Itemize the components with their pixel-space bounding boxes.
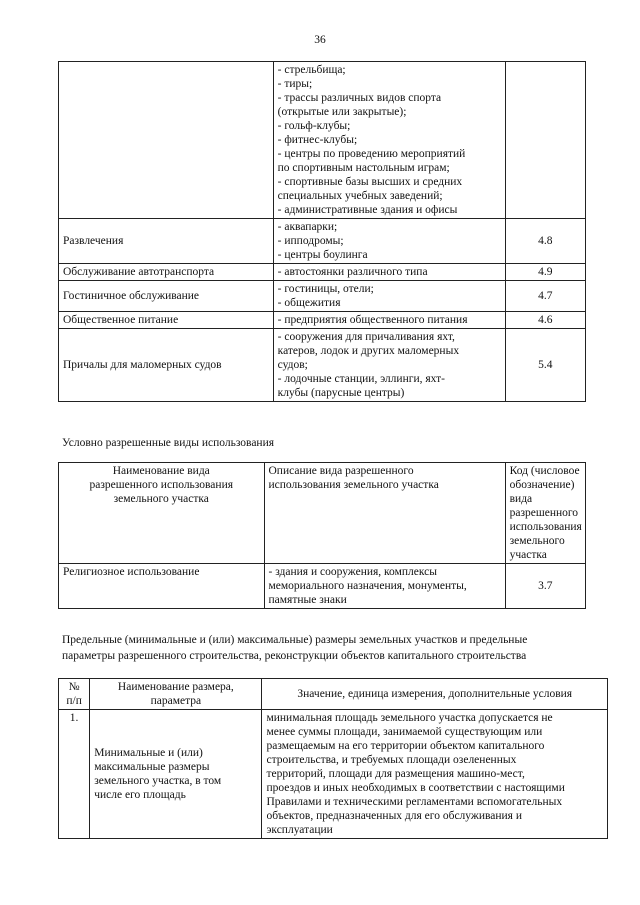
- header-line: разрешенного: [509, 507, 579, 519]
- header-line: использования земельного участка: [268, 479, 439, 491]
- value-line: эксплуатации: [266, 824, 333, 836]
- limits-table: [58, 678, 608, 839]
- use-type-description: [273, 329, 505, 402]
- row-parameter: [90, 710, 262, 839]
- description-line: - спортивные базы высших и средних: [277, 176, 463, 188]
- header-cell-number: [59, 679, 90, 710]
- use-type-description: [273, 281, 505, 312]
- header-line: участка: [509, 549, 547, 561]
- description-line: по спортивным настольным играм;: [277, 162, 450, 174]
- row-value: [262, 710, 608, 839]
- value-line: объектов, предназначенных для его обслуживания и: [266, 810, 522, 822]
- description-line: клубы (парусные центры): [277, 387, 405, 399]
- description-line: (открытые или закрытые);: [277, 106, 407, 118]
- description-line: памятные знаки: [268, 594, 347, 606]
- page-number: 36: [314, 34, 326, 46]
- description-line: - фитнес-клубы;: [277, 134, 358, 146]
- value-line: проездов и иных необходимых в соответствии с настоящими: [266, 782, 565, 794]
- parameter-line: максимальные размеры: [94, 761, 210, 773]
- description-line: - аквапарки;: [277, 221, 338, 233]
- table-row: [59, 281, 586, 312]
- row-number: 1.: [59, 710, 90, 839]
- use-type-code: 4.8: [505, 219, 585, 264]
- use-type-name: Причалы для маломерных судов: [59, 329, 274, 402]
- header-cell-description: [264, 463, 505, 564]
- value-line: территорий, площади для размещения машино-мест,: [266, 768, 525, 780]
- description-line: - сооружения для причаливания яхт,: [277, 331, 455, 343]
- value-line: минимальная площадь земельного участка допускается не: [266, 712, 553, 724]
- description-line: - трассы различных видов спорта: [277, 92, 442, 104]
- use-type-name: [59, 62, 274, 219]
- description-line: - общежития: [277, 297, 341, 309]
- row-name: Религиозное использование: [59, 564, 265, 609]
- description-line: - ипподромы;: [277, 235, 344, 247]
- parameter-line: земельного участка, в том: [94, 775, 222, 787]
- table-row: [59, 219, 586, 264]
- use-type-code: 4.9: [505, 264, 585, 281]
- conditional-uses-heading: Условно разрешенные виды использования: [62, 437, 275, 449]
- heading-line: Предельные (минимальные и (или) максимальные) размеры земельных участков и предельные: [62, 634, 528, 646]
- header-cell-value: Значение, единица измерения, дополнительные условия: [262, 679, 608, 710]
- table-row: [59, 312, 586, 329]
- description-line: мемориального назначения, монументы,: [268, 580, 467, 592]
- table-header-row: [59, 463, 586, 564]
- use-type-name: Общественное питание: [59, 312, 274, 329]
- use-type-name: Развлечения: [59, 219, 274, 264]
- use-type-code: 4.6: [505, 312, 585, 329]
- header-cell-name: [59, 463, 265, 564]
- description-line: судов;: [277, 359, 308, 371]
- header-line: вида: [509, 493, 533, 505]
- parameter-line: Минимальные и (или): [94, 747, 203, 759]
- header-line: земельного участка: [113, 493, 209, 505]
- land-use-table-continued: [58, 61, 586, 402]
- limits-heading: [62, 632, 527, 664]
- header-cell-parameter: [90, 679, 262, 710]
- use-type-description: [273, 312, 505, 329]
- description-line: - гольф-клубы;: [277, 120, 351, 132]
- use-type-code: [505, 62, 585, 219]
- table-row: [59, 564, 586, 609]
- description-line: специальных учебных заведений;: [277, 190, 443, 202]
- header-line: №: [68, 681, 80, 693]
- description-line: - тиры;: [277, 78, 313, 90]
- heading-line: параметры разрешенного строительства, реконструкции объектов капитального строительства: [62, 650, 527, 662]
- description-line: - лодочные станции, эллинги, яхт-: [277, 373, 445, 385]
- table-header-row: [59, 679, 608, 710]
- parameter-line: числе его площадь: [94, 789, 186, 801]
- table-row: [59, 264, 586, 281]
- use-type-name: Гостиничное обслуживание: [59, 281, 274, 312]
- value-line: Правилами и техническими регламентами вспомогательных: [266, 796, 563, 808]
- row-code: 3.7: [505, 564, 585, 609]
- description-line: - здания и сооружения, комплексы: [268, 566, 437, 578]
- header-line: Наименование размера,: [117, 681, 234, 693]
- header-line: разрешенного использования: [89, 479, 234, 491]
- row-description: [264, 564, 505, 609]
- description-line: - автостоянки различного типа: [277, 266, 428, 278]
- value-line: строительства, и требуемых площади озелененных: [266, 754, 517, 766]
- use-type-code: 5.4: [505, 329, 585, 402]
- header-line: обозначение): [509, 479, 575, 491]
- description-line: - предприятия общественного питания: [277, 314, 468, 326]
- header-line: использования: [509, 521, 582, 533]
- table-row: [59, 329, 586, 402]
- use-type-description: [273, 62, 505, 219]
- conditional-uses-table: [58, 462, 586, 609]
- value-line: менее суммы площади, занимаемой существующим или: [266, 726, 543, 738]
- description-line: - центры боулинга: [277, 249, 368, 261]
- header-line: п/п: [66, 695, 82, 707]
- use-type-name: Обслуживание автотранспорта: [59, 264, 274, 281]
- description-line: - центры по проведению мероприятий: [277, 148, 466, 160]
- header-line: параметра: [150, 695, 202, 707]
- value-line: размещаемым на его территории объектом капитального: [266, 740, 545, 752]
- description-line: - административные здания и офисы: [277, 204, 458, 216]
- header-line: Описание вида разрешенного: [268, 465, 414, 477]
- use-type-description: [273, 264, 505, 281]
- description-line: - гостиницы, отели;: [277, 283, 374, 295]
- header-line: земельного: [509, 535, 565, 547]
- table-row: [59, 62, 586, 219]
- use-type-description: [273, 219, 505, 264]
- header-line: Код (числовое: [509, 465, 580, 477]
- table-row: [59, 710, 608, 839]
- use-type-code: 4.7: [505, 281, 585, 312]
- description-line: - стрельбища;: [277, 64, 346, 76]
- description-line: катеров, лодок и других маломерных: [277, 345, 460, 357]
- header-cell-code: [505, 463, 585, 564]
- header-line: Наименование вида: [112, 465, 210, 477]
